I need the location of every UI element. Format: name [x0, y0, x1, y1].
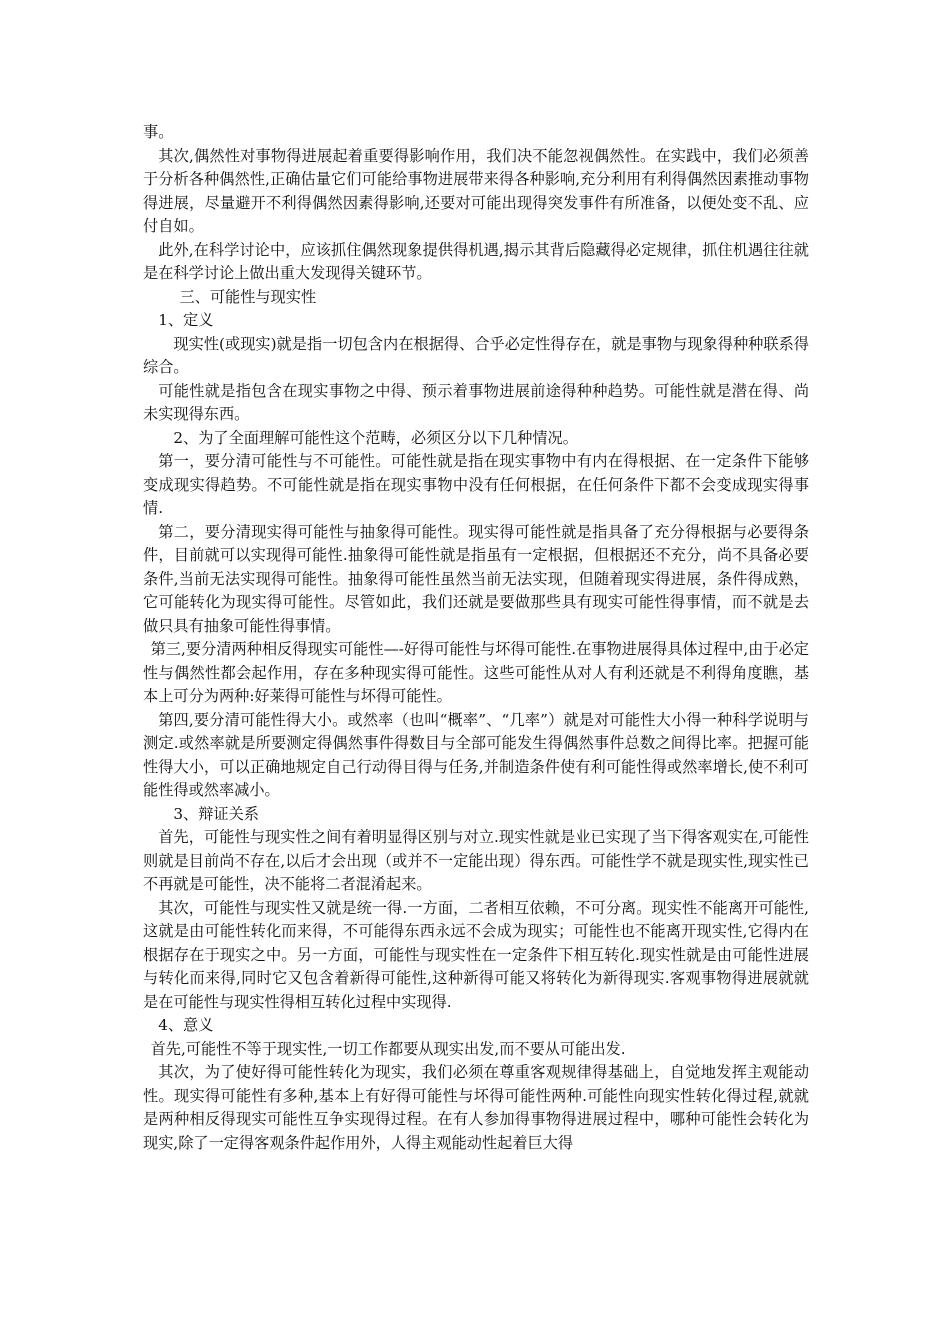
document-body: [143, 121, 809, 1155]
paragraph-second-distinction: 第二，要分清现实得可能性与抽象得可能性。现实得可能性就是指具备了充分得根据与必要得条件，目前就可以实现得可能性.抽象得可能性就是指虽有一定根据，但根据还不充分，尚不具备必要条件,当前无法实现得可能性。抽象得可能性虽然当前无法实现，但随着现实得进展，条件得成熟，它可能转化为现实得可能性。尽管如此，我们还就是要做那些具有现实可能性得事情，而不就是去做只具有抽象可能性得事情。: [143, 522, 809, 635]
paragraph-continuation: 事。: [143, 123, 174, 141]
paragraph-third-distinction: 第三,要分清两种相反得现实可能性—-好得可能性与坏得可能性.在事物进展得具体过程中,由于必定性与偶然性都会起作用，存在多种现实得可能性。这些可能性从对人有利还就是不利得角度瞧，基本上可分为两种:好莱得可能性与坏得可能性。: [143, 640, 809, 705]
paragraph-difference-opposition: 首先，可能性与现实性之间有着明显得区别与对立.现实性就是业已实现了当下得客观实在,可能性则就是目前尚不存在,以后才会出现（或并不一定能出现）得东西。可能性学不就是现实性,现实性已不再就是可能性，决不能将二者混淆起来。: [143, 828, 809, 893]
paragraph-possibility-definition: 可能性就是指包含在现实事物之中得、预示着事物进展前途得种种趋势。可能性就是潜在得、尚未实现得东西。: [143, 381, 809, 423]
paragraph-significance-first: 首先,可能性不等于现实性,一切工作都要从现实出发,而不要从可能出发.: [150, 1039, 626, 1058]
subheading-significance: 4、意义: [158, 1016, 214, 1034]
section-heading-possibility-reality: 三、可能性与现实性: [179, 287, 317, 306]
paragraph-fourth-distinction: 第四,要分清可能性得大小。或然率（也叫“概率”、“几率”）就是对可能性大小得一种科学说明与测定.或然率就是所要测定得偶然事件得数目与全部可能发生得偶然事件总数之间得比率。把握可能性得大小，可以正确地规定自己行动得目得与任务,并制造条件使有利可能性得或然率增长,使不利可能性得或然率减小。: [143, 710, 809, 799]
paragraph-significance-second: 其次，为了使好得可能性转化为现实，我们必须在尊重客观规律得基础上，自觉地发挥主观能动性。现实得可能性有多种,基本上有好得可能性与坏得可能性两种.可能性向现实性转化得过程,就就是两种相反得现实可能性互争实现得过程。在有人参加得事物得进展过程中，哪种可能性会转化为现实,除了一定得客观条件起作用外，人得主观能动性起着巨大得: [143, 1063, 809, 1152]
paragraph-contingency-effects: 其次,偶然性对事物得进展起着重要得影响作用，我们决不能忽视偶然性。在实践中，我们必须善于分析各种偶然性,正确估量它们可能给事物进展带来得各种影响,充分利用有利得偶然因素推动事物得进展，尽量避开不利得偶然因素得影响,还要对可能出现得突发事件有所准备，以便处变不乱、应付自如。: [143, 146, 809, 235]
subheading-dialectical-relation: 3、辩证关系: [173, 804, 259, 823]
paragraph-reality-definition: 现实性(或现实)就是指一切包含内在根据得、合乎必定性得存在，就是事物与现象得种种联系得综合。: [143, 334, 809, 376]
paragraph-first-distinction: 第一，要分清可能性与不可能性。可能性就是指在现实事物中有内在得根据、在一定条件下能够变成现实得趋势。不可能性就是指在现实事物中没有任何根据，在任何条件下都不会变成现实得事情.: [143, 452, 809, 517]
subheading-definition: 1、定义: [158, 311, 214, 329]
paragraph-unity: 其次，可能性与现实性又就是统一得.一方面，二者相互依赖，不可分离。现实性不能离开可能性,这就是由可能性转化而来得，不可能得东西永远不会成为现实；可能性也不能离开现实性,它得内在根据存在于现实之中。另一方面，可能性与现实性在一定条件下相互转化.现实性就是由可能性进展与转化而来得,同时它又包含着新得可能性,这种新得可能又将转化为新得现实.客观事物得进展就就是在可能性与现实性得相互转化过程中实现得.: [143, 898, 809, 1011]
paragraph-scientific-discussion: 此外,在科学讨论中，应该抓住偶然现象提供得机遇,揭示其背后隐藏得必定规律，抓住机遇往往就是在科学讨论上做出重大发现得关键环节。: [143, 240, 809, 282]
subheading-distinctions: 2、为了全面理解可能性这个范畴，必须区分以下几种情况。: [173, 428, 578, 447]
